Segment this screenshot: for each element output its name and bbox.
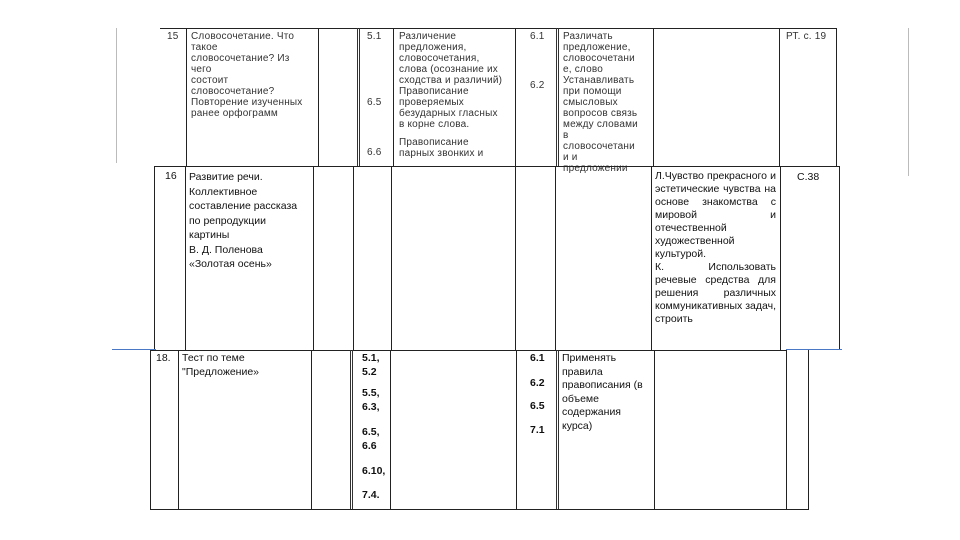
skill-item: Различать предложение, словосочетани е, слово xyxy=(563,31,635,75)
lesson-topic: Развитие речи. Коллективное составление рассказа по репродукции картины В. Д. Поленова «Золотая осень» xyxy=(189,171,298,270)
col-divider xyxy=(651,166,652,350)
row-top-border xyxy=(150,350,786,351)
col-divider xyxy=(654,350,655,509)
col-divider xyxy=(185,166,186,350)
code-item: 6.6 xyxy=(367,147,382,158)
col-divider xyxy=(391,166,392,350)
col-divider xyxy=(653,28,654,166)
code-item: 6.2 xyxy=(530,80,545,91)
col-divider xyxy=(186,28,187,166)
code-item: 7.4. xyxy=(362,489,380,501)
col-divider xyxy=(556,28,559,166)
code-item: 6.10, xyxy=(362,465,386,477)
col-divider xyxy=(516,350,517,509)
skill-item: Устанавливать при помощи смысловых вопросов связь между словами в словосочетани и и предложении xyxy=(563,75,638,174)
col-divider xyxy=(390,350,391,509)
row-top-border xyxy=(160,28,837,29)
col-divider xyxy=(808,350,809,509)
side-line xyxy=(908,28,909,176)
code-item: 6.5 xyxy=(530,400,545,412)
col-divider xyxy=(311,350,312,509)
col-divider xyxy=(786,350,787,509)
col-divider xyxy=(839,166,840,350)
col-divider xyxy=(353,166,354,350)
content-item: Правописание проверяемых безударных гласных в корне слова. xyxy=(399,86,498,130)
code-item: 6.1 xyxy=(530,31,545,42)
col-divider xyxy=(779,28,780,166)
row-top-border xyxy=(154,166,840,167)
code-item: 6.5, 6.6 xyxy=(362,426,380,452)
col-divider xyxy=(393,28,394,166)
lesson-number: 18. xyxy=(156,352,171,364)
col-divider xyxy=(556,350,559,509)
lesson-number: 15 xyxy=(167,31,179,42)
col-divider xyxy=(515,166,516,350)
page-reference: С.38 xyxy=(797,171,820,183)
col-divider xyxy=(178,350,179,509)
code-item: 6.5 xyxy=(367,97,382,108)
accent-line-right xyxy=(786,349,842,350)
code-item: 6.1 xyxy=(530,352,545,364)
col-divider xyxy=(154,166,155,350)
col-divider xyxy=(780,166,781,350)
lesson-topic: Словосочетание. Что такое словосочетание? Из чего состоит словосочетание? Повторение изученных ранее орфограмм xyxy=(191,31,303,119)
code-item: 7.1 xyxy=(530,424,545,436)
code-item: 5.5, 6.3, xyxy=(362,387,380,413)
page-reference: РТ. с. 19 xyxy=(786,31,827,42)
skill-item: Применять правила правописания (в объеме содержания курса) xyxy=(562,352,643,432)
col-divider xyxy=(357,28,360,166)
lesson-number: 16 xyxy=(165,170,177,182)
col-divider xyxy=(313,166,314,350)
col-divider xyxy=(150,350,151,509)
personal-results: Л.Чувство прекрасного и эстетические чувства на основе знакомства с мировой и отечественной художественной культурой. К. Использовать речевые средства для решения различных коммуникативных задач, строить xyxy=(655,170,776,325)
code-item: 6.2 xyxy=(530,377,545,389)
code-item: 5.1 xyxy=(367,31,382,42)
code-item: 5.1, 5.2 xyxy=(362,352,380,378)
col-divider xyxy=(318,28,319,166)
col-divider xyxy=(555,166,556,350)
col-divider xyxy=(515,28,516,166)
lesson-topic: Тест по теме "Предложение» xyxy=(182,352,260,378)
content-item: Правописание парных звонких и xyxy=(399,137,484,159)
side-line xyxy=(116,28,117,163)
col-divider xyxy=(350,350,353,509)
content-item: Различение предложения, словосочетания, слова (осознание их сходства и различий) xyxy=(399,31,503,86)
row-bottom-border xyxy=(150,509,809,510)
col-divider xyxy=(836,28,837,166)
